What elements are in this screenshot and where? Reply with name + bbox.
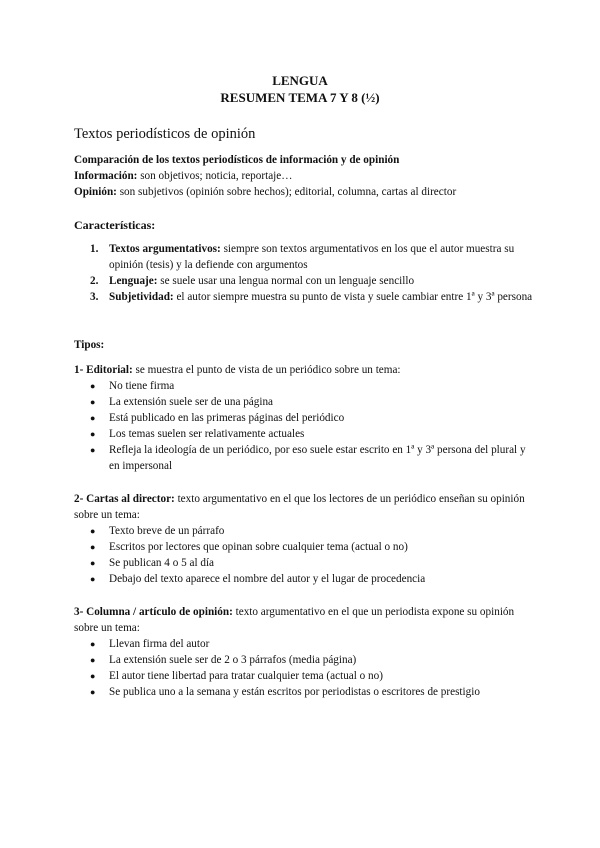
letters-label: 2- Cartas al director: <box>74 493 175 505</box>
column-text: texto argumentativo en el que un periodista expone su opinión sobre un tema: <box>74 606 515 634</box>
list-item: ● Se publican 4 o 5 al día <box>90 557 215 569</box>
list-item: ● Escritos por lectores que opinan sobre cualquier tema (actual o no) <box>90 541 408 553</box>
item-number: 1. <box>90 243 99 255</box>
item-text: se suele usar una lengua normal con un lenguaje sencillo <box>157 275 415 287</box>
bullet-icon: ● <box>90 542 96 552</box>
list-item <box>74 241 534 273</box>
item-text: siempre son textos argumentativos en los que el autor muestra su opinión (tesis) y la defiende con argumentos <box>109 243 515 271</box>
bullet-icon: ● <box>90 526 96 536</box>
letters-list <box>74 523 534 587</box>
opinion-line <box>74 184 530 200</box>
bullet-icon: ● <box>90 574 96 584</box>
list-item: ● Está publicado en las primeras páginas del periódico <box>90 412 345 424</box>
list-item: ● El autor tiene libertad para tratar cualquier tema (actual o no) <box>90 670 383 682</box>
editorial-intro <box>74 362 534 378</box>
item-label: Textos argumentativos: <box>109 243 221 255</box>
editorial-label: 1- Editorial: <box>74 364 133 376</box>
letters-intro <box>74 491 534 523</box>
letters-text: texto argumentativo en el que los lectores de un periódico enseñan su opinión sobre un tema: <box>74 493 525 521</box>
comparison-block <box>74 152 530 200</box>
opinion-text: son subjetivos (opinión sobre hechos); editorial, columna, cartas al director <box>116 186 457 198</box>
column-intro <box>74 604 534 636</box>
editorial-list <box>74 378 534 474</box>
characteristics-heading: Características: <box>74 218 156 232</box>
bullet-icon: ● <box>90 687 96 697</box>
title-summary: RESUMEN TEMA 7 Y 8 (½) <box>220 90 380 105</box>
editorial-block <box>74 362 534 474</box>
list-item: ● La extensión suele ser de una página <box>90 396 274 408</box>
types-heading-block <box>74 337 530 353</box>
bullet-icon: ● <box>90 413 96 423</box>
letters-block <box>74 491 534 587</box>
list-item: ● No tiene firma <box>90 380 175 392</box>
comparison-heading: Comparación de los textos periodísticos de información y de opinión <box>74 154 400 166</box>
document-title <box>0 72 600 106</box>
bullet-icon: ● <box>90 445 96 455</box>
section-title: Textos periodísticos de opinión <box>74 126 256 142</box>
list-item: ● Los temas suelen ser relativamente actuales <box>90 428 305 440</box>
list-item: ● Llevan firma del autor <box>90 638 210 650</box>
list-item: ● Texto breve de un párrafo <box>90 525 225 537</box>
item-number: 3. <box>90 291 99 303</box>
types-heading: Tipos: <box>74 339 105 351</box>
bullet-icon: ● <box>90 558 96 568</box>
editorial-text: se muestra el punto de vista de un periódico sobre un tema: <box>132 364 401 376</box>
bullet-icon: ● <box>90 639 96 649</box>
bullet-icon: ● <box>90 381 96 391</box>
list-item <box>74 289 534 305</box>
list-item: ● Se publica uno a la semana y están escritos por periodistas o escritores de prestigio <box>90 686 480 698</box>
item-text: el autor siempre muestra su punto de vista y suele cambiar entre 1ª y 3ª persona <box>173 291 533 303</box>
bullet-icon: ● <box>90 655 96 665</box>
item-label: Lenguaje: <box>109 275 158 287</box>
bullet-icon: ● <box>90 429 96 439</box>
characteristics-heading-block <box>74 217 530 233</box>
item-number: 2. <box>90 275 99 287</box>
list-item: ● La extensión suele ser de 2 o 3 párrafos (media página) <box>90 654 357 666</box>
list-item <box>74 273 534 289</box>
column-list <box>74 636 534 700</box>
column-label: 3- Columna / artículo de opinión: <box>74 606 233 618</box>
opinion-label: Opinión: <box>74 186 117 198</box>
information-label: Información: <box>74 170 138 182</box>
bullet-icon: ● <box>90 397 96 407</box>
bullet-icon: ● <box>90 671 96 681</box>
information-text: son objetivos; noticia, reportaje… <box>137 170 293 182</box>
list-item: ● Debajo del texto aparece el nombre del autor y el lugar de procedencia <box>90 573 426 585</box>
item-label: Subjetividad: <box>109 291 174 303</box>
characteristics-block <box>74 241 534 305</box>
characteristics-list <box>74 241 534 305</box>
list-item: ● Refleja la ideología de un periódico, por eso suele estar escrito en 1ª y 3ª persona del plural y en impersonal <box>90 444 526 472</box>
information-line <box>74 168 530 184</box>
title-subject: LENGUA <box>272 73 328 88</box>
column-block <box>74 604 534 700</box>
